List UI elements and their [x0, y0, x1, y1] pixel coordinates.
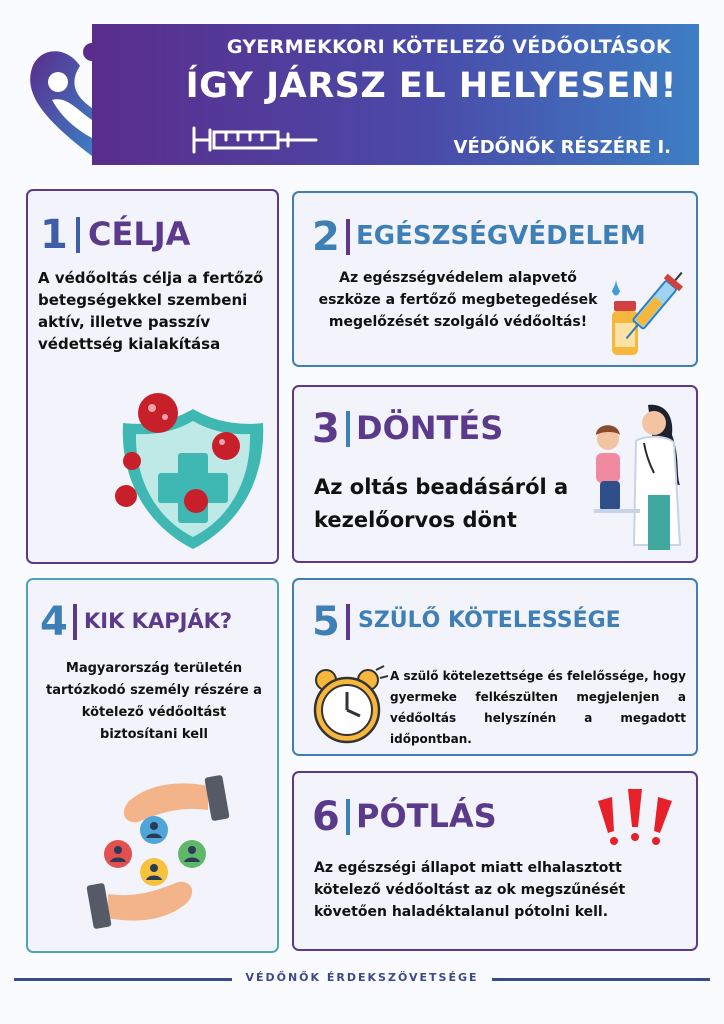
card-number: 1 — [40, 212, 68, 258]
card-text: Az egészségvédelem alapvető eszköze a fertőző megbetegedések megelőzését szolgáló védőoltás! — [318, 270, 598, 330]
card-5 — [292, 578, 698, 756]
card-3 — [292, 385, 698, 563]
card-text: Magyarország területén tartózkodó személy részére a kötelező védőoltást biztosítani kell — [46, 661, 262, 742]
card-title: SZÜLŐ KÖTELESSÉGE — [358, 608, 621, 633]
syringe-icon — [190, 120, 320, 160]
card-divider — [346, 219, 350, 255]
card-title: DÖNTÉS — [356, 409, 504, 447]
card-text: A szülő kötelezettsége és felelőssége, hogy gyermeke felkészülten megjelenjen a védőoltás helyszínén a megadott időpontban. — [390, 669, 686, 746]
hands-people-icon — [68, 766, 248, 946]
exclamation-icon — [592, 787, 682, 849]
card-divider — [76, 217, 80, 253]
card-1 — [26, 189, 279, 564]
card-text: Az egészségi állapot miatt elhalasztott kötelező védőoltást az ok megszűnését követően haladéktalanul pótolni kell. — [314, 860, 626, 920]
card-title: KIK KAPJÁK? — [84, 609, 233, 633]
footer-organization: VÉDŐNŐK ÉRDEKSZÖVETSÉGE — [245, 971, 479, 984]
header-audience: VÉDŐNŐK RÉSZÉRE I. — [453, 137, 671, 158]
card-text: Az oltás beadásáról a kezelőorvos dönt — [314, 475, 569, 532]
header-subtitle: GYERMEKKORI KÖTELEZŐ VÉDŐOLTÁSOK — [226, 36, 671, 58]
card-4 — [26, 578, 279, 953]
card-divider — [346, 604, 350, 640]
card-number: 2 — [312, 214, 340, 260]
doctor-child-icon — [588, 395, 698, 561]
card-number: 5 — [312, 599, 340, 645]
card-2 — [292, 191, 698, 367]
header-banner — [92, 24, 699, 165]
card-number: 3 — [312, 406, 340, 452]
card-6 — [292, 771, 698, 951]
header-title: ÍGY JÁRSZ EL HELYESEN! — [185, 66, 677, 106]
virus-shield-icon — [108, 391, 278, 556]
card-number: 6 — [312, 794, 340, 840]
card-title: PÓTLÁS — [356, 797, 497, 835]
vaccine-vial-icon — [606, 271, 694, 363]
card-divider — [346, 799, 350, 835]
alarm-clock-icon — [306, 664, 390, 748]
card-number: 4 — [40, 599, 68, 645]
card-title: EGÉSZSÉGVÉDELEM — [356, 221, 646, 251]
card-text: A védőoltás célja a fertőző betegségekkel szembeni aktív, illetve passzív védettség kialakítása — [38, 269, 264, 353]
card-title: CÉLJA — [88, 215, 191, 253]
card-divider — [73, 604, 77, 640]
card-divider — [346, 411, 350, 447]
